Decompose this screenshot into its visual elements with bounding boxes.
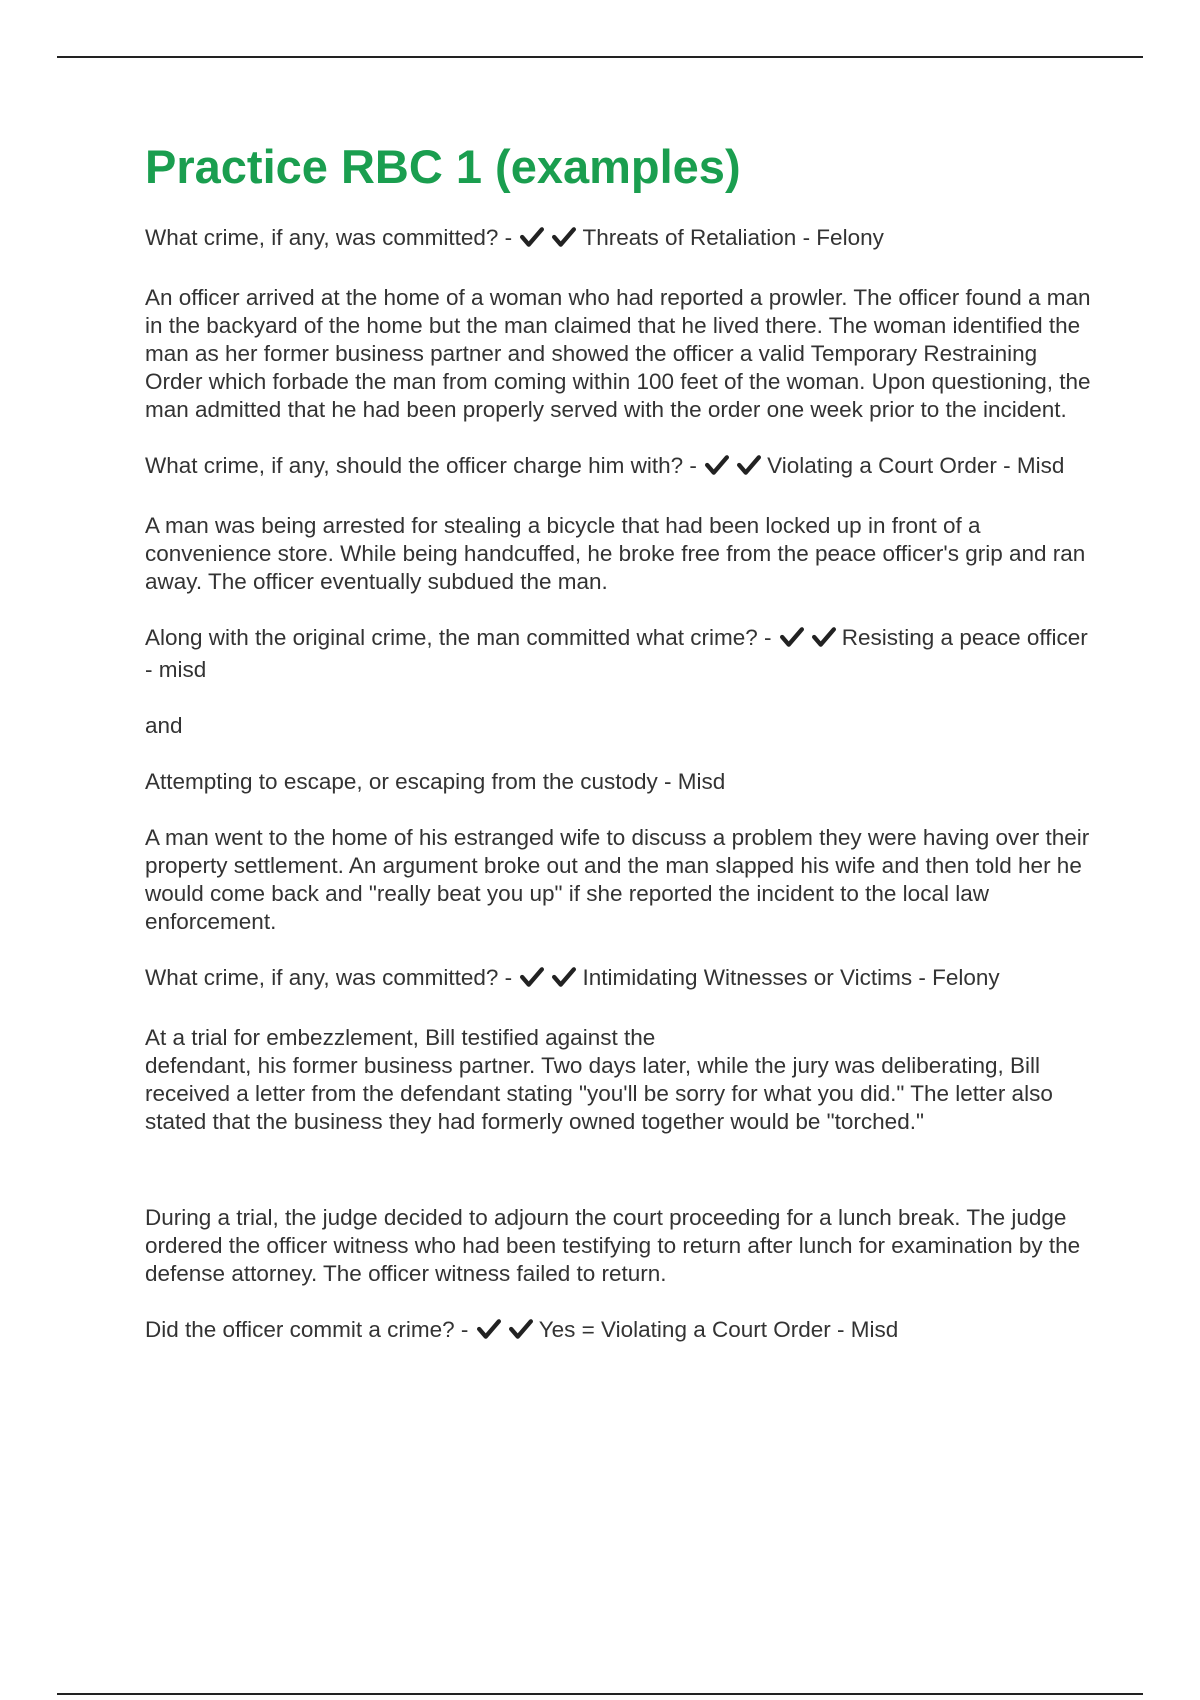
question-text: What crime, if any, should the officer charge him with? - — [145, 453, 697, 479]
scenario-paragraph: A man went to the home of his estranged wife to discuss a problem they were having over their property settlement. An argument broke out and the man slapped his wife and then told her he would come back and "really beat you up" if she reported the incident to the local law enforcement. — [145, 825, 1090, 935]
double-check-icon — [518, 965, 582, 996]
qa-item — [145, 1316, 1095, 1348]
scenario-line-1: At a trial for embezzlement, Bill testified against the — [145, 1025, 656, 1051]
answer-text: Yes = Violating a Court Order - Misd — [538, 1317, 899, 1343]
check-icon — [518, 965, 546, 989]
answer-text: Violating a Court Order - Misd — [767, 453, 1065, 479]
qa-item — [145, 452, 1095, 484]
scenario-paragraph: During a trial, the judge decided to adjourn the court proceeding for a lunch break. The judge ordered the officer witness who had been testifying to return after lunch for examination by the defense attorney. The officer witness failed to return. — [145, 1205, 1081, 1287]
connector-text: and — [145, 713, 183, 739]
qa-item — [145, 224, 1095, 256]
document-title: Practice RBC 1 (examples) — [145, 140, 741, 193]
header-rule — [57, 56, 1143, 58]
check-icon — [703, 453, 731, 477]
double-check-icon — [703, 453, 767, 484]
scenario-paragraph: An officer arrived at the home of a woman who had reported a prowler. The officer found a man in the backyard of the home but the man claimed that he lived there. The woman identified the man as her former business partner and showed the officer a valid Temporary Restraining Order which forbade the man from coming within 100 feet of the woman. Upon questioning, the man admitted that he had been properly served with the order one week prior to the incident. — [145, 285, 1091, 423]
answer-text: Intimidating Witnesses or Victims - Felony — [582, 965, 1000, 991]
question-text: Along with the original crime, the man committed what crime? - — [145, 625, 772, 651]
question-text: What crime, if any, was committed? - — [145, 965, 513, 991]
answer-continuation: Attempting to escape, or escaping from the custody - Misd — [145, 769, 726, 795]
double-check-icon — [475, 1317, 539, 1348]
check-icon — [507, 1317, 535, 1341]
scenario-line-rest: defendant, his former business partner. Two days later, while the jury was deliberating, Bill received a letter from the defendant stating "you'll be sorry for what you did." The letter also stated that the business they had formerly owned together would be "torched." — [145, 1053, 1053, 1135]
answer-text: Threats of Retaliation - Felony — [582, 225, 884, 251]
check-icon — [810, 625, 838, 649]
qa-item — [145, 624, 1095, 684]
check-icon — [518, 225, 546, 249]
check-icon — [550, 225, 578, 249]
question-text: Did the officer commit a crime? - — [145, 1317, 469, 1343]
check-icon — [735, 453, 763, 477]
footer-rule — [57, 1693, 1143, 1695]
check-icon — [475, 1317, 503, 1341]
answer-text: Resisting a peace officer - misd — [145, 625, 1088, 683]
scenario-paragraph: A man was being arrested for stealing a bicycle that had been locked up in front of a convenience store. While being handcuffed, he broke free from the peace officer's grip and ran away. The officer eventually subdued the man. — [145, 513, 1086, 595]
check-icon — [778, 625, 806, 649]
question-text: What crime, if any, was committed? - — [145, 225, 513, 251]
check-icon — [550, 965, 578, 989]
double-check-icon — [778, 625, 842, 656]
qa-item — [145, 964, 1095, 996]
scenario-paragraph — [145, 1024, 1095, 1136]
document-body — [145, 140, 1095, 1376]
double-check-icon — [518, 225, 582, 256]
